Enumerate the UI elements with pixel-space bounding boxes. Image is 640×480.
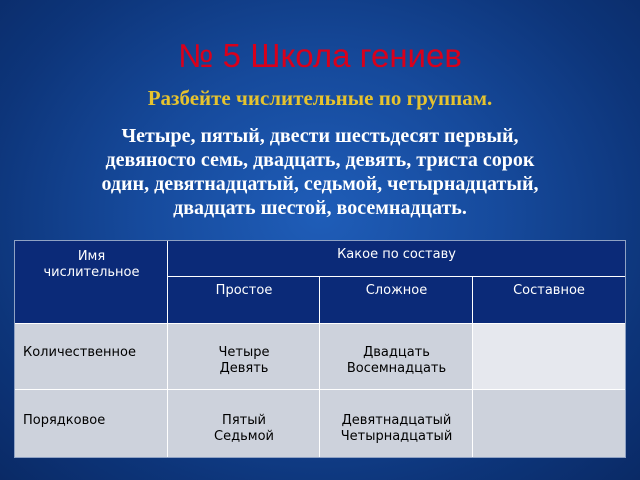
cell-word: Девять (219, 361, 269, 376)
grid-line (472, 277, 473, 457)
task-text (30, 124, 610, 220)
grid-line (319, 277, 320, 457)
header-composition-label: Какое по составу (337, 247, 456, 262)
row-cardinal-label: Количественное (23, 345, 136, 360)
header-name-line1: Имя (77, 249, 106, 264)
classification-table (14, 240, 626, 458)
table-cell (320, 390, 473, 457)
header-name-cell (15, 241, 168, 324)
col-compound-label: Составное (513, 283, 585, 298)
cell-word: Двадцать (363, 345, 430, 360)
col-simple-label: Простое (215, 283, 273, 298)
grid-line (167, 241, 168, 457)
cell-word: Пятый (222, 413, 266, 428)
table-cell (320, 324, 473, 390)
table-cell (168, 390, 320, 457)
grid-line (15, 389, 625, 390)
slide-title: № 5 Школа гениев (178, 37, 462, 74)
cell-word: Девятнадцатый (341, 413, 452, 428)
grid-line (15, 323, 625, 324)
cell-word: Восемнадцать (346, 361, 447, 376)
header-name-line2: числительное (43, 265, 140, 280)
table-row-label (15, 390, 168, 457)
col-compound-header (473, 277, 625, 324)
table-row-label (15, 324, 168, 390)
col-complex-header (320, 277, 473, 324)
slide-subtitle: Разбейте числительные по группам. (147, 86, 493, 110)
col-simple-header (168, 277, 320, 324)
table-cell (473, 324, 625, 390)
cell-word: Четыре (218, 345, 270, 360)
cell-word: Четырнадцатый (340, 429, 453, 444)
task-line: двадцать шестой, восемнадцать. (173, 197, 467, 219)
task-line: Четыре, пятый, двести шестьдесят первый, (121, 125, 519, 147)
task-line: один, девятнадцатый, седьмой, четырнадцатый, (101, 173, 539, 195)
row-ordinal-label: Порядковое (23, 413, 106, 428)
table-cell (168, 324, 320, 390)
grid-line (168, 276, 625, 277)
col-complex-label: Сложное (365, 283, 428, 298)
cell-word: Седьмой (214, 429, 274, 444)
header-composition-cell (168, 241, 625, 277)
table-cell (473, 390, 625, 457)
task-line: девяносто семь, двадцать, девять, триста сорок (105, 149, 535, 171)
